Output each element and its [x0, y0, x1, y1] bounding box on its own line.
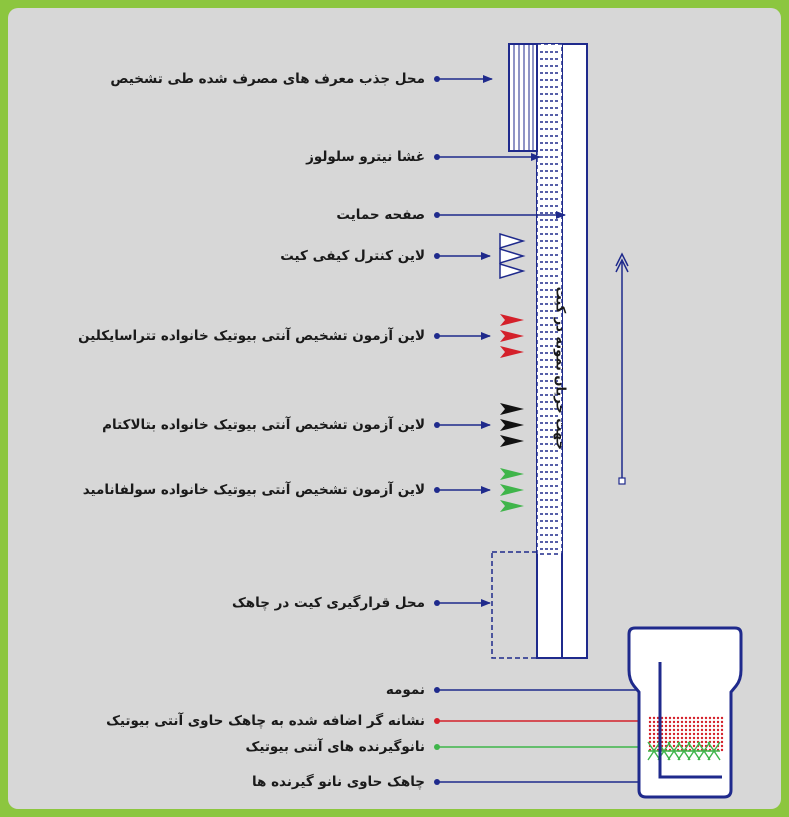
label-flow-direction: جهت جریان نمونه در کیت [552, 286, 568, 450]
well-cup [629, 628, 741, 797]
nitrocellulose-membrane [537, 44, 562, 554]
control-line-triangles-icon [500, 234, 523, 278]
tetracycline-arrowheads-icon [500, 314, 524, 358]
label-nano-receptors: نانوگیرنده های آنتی بیوتیک [245, 739, 425, 755]
label-tetracycline-line: لاین آزمون تشخیص آنتی بیوتیک خانواده تتراسایکلین [78, 328, 425, 344]
label-marker: نشانه گر اضافه شده به چاهک حاوی آنتی بیوتیک [106, 713, 425, 729]
label-kit-placement: محل قرارگیری کیت در چاهک [231, 595, 425, 611]
sulfonamide-arrowheads-icon [500, 468, 524, 512]
label-control-line: لاین کنترل کیفی کیت [280, 248, 425, 264]
betalactam-arrowheads-icon [500, 403, 524, 447]
label-sulfonamide-line: لاین آزمون تشخیص آنتی بیوتیک خانواده سولفانامید [82, 482, 425, 498]
label-nitrocellulose: غشا نیترو سلولوز [306, 149, 425, 165]
label-sample: نمومه [385, 682, 425, 698]
label-betalactam-line: لاین آزمون تشخیص آنتی بیوتیک خانواده بتالاکتام [102, 417, 425, 433]
label-well: چاهک حاوی نانو گیرنده ها [251, 774, 425, 790]
kit-placement-area [492, 552, 537, 658]
flow-direction-arrow [616, 254, 628, 484]
label-support-plate: صفحه حمایت [336, 207, 425, 223]
label-absorption-pad: محل جذب معرف های مصرف شده طی تشخیص [110, 71, 425, 87]
